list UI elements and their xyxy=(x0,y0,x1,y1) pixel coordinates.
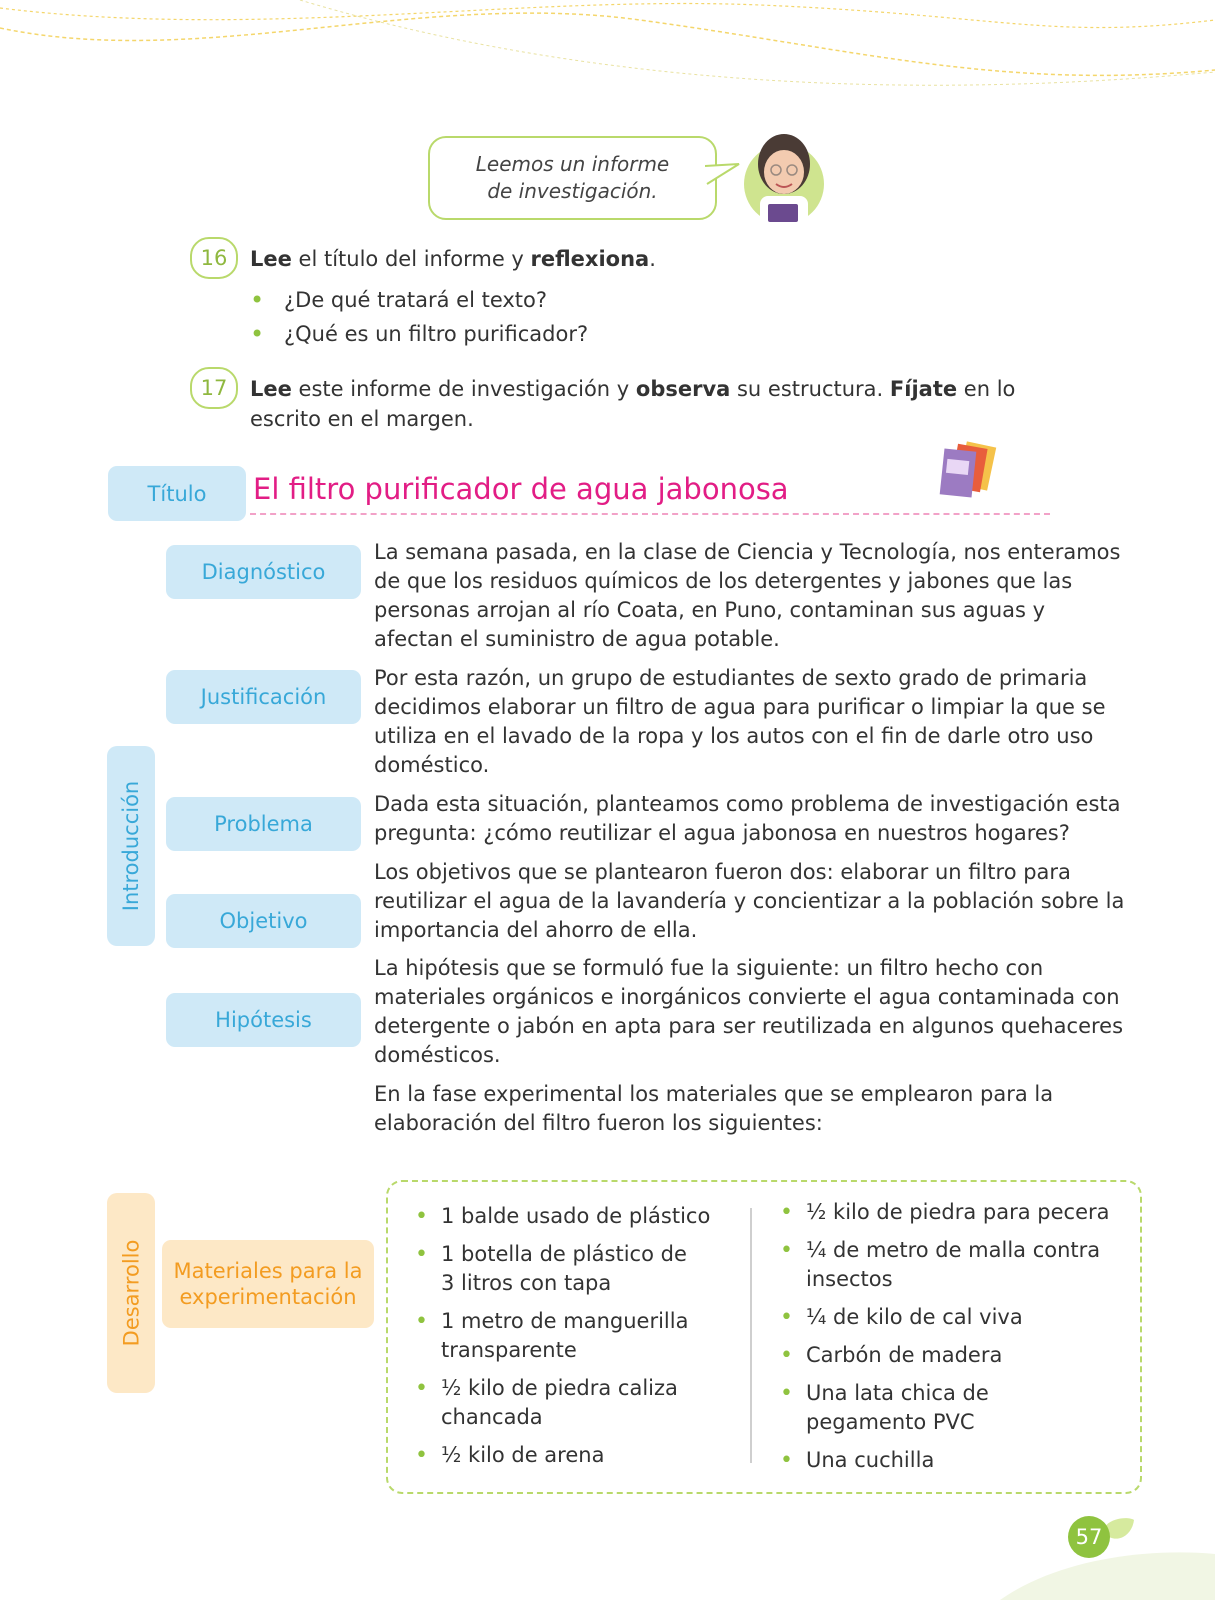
label-diagnostico: Diagnóstico xyxy=(166,545,361,599)
page-number: 57 xyxy=(1068,1516,1110,1558)
materials-divider xyxy=(750,1208,752,1463)
books-icon xyxy=(928,440,1008,502)
list-item: • Una cuchilla xyxy=(780,1448,935,1473)
list-item: • 1 metro de manguerilla transparente xyxy=(415,1309,689,1362)
report-title: El filtro purificador de agua jabonosa xyxy=(253,472,789,506)
paragraph-justificacion: Por esta razón, un grupo de estudiantes de sexto grado de primaria decidimos elaborar un filtro de agua para purificar o limpiar la que se utiliza en el lavado de la ropa y los autos con el fin de darle otro uso doméstico. xyxy=(374,666,1106,777)
label-desarrollo: Desarrollo xyxy=(107,1193,155,1393)
paragraph-diagnostico: La semana pasada, en la clase de Ciencia y Tecnología, nos enteramos de que los residuos químicos de los detergentes y jabones que las personas arrojan al río Coata, en Puno, contaminan sus aguas y afectan el suministro de agua potable. xyxy=(374,540,1121,651)
activity-16-instruction: Lee el título del informe y reflexiona. xyxy=(250,247,656,271)
list-item: • 1 botella de plástico de 3 litros con tapa xyxy=(415,1242,687,1295)
decorative-waves xyxy=(0,0,1215,110)
list-item: • ½ kilo de piedra para pecera xyxy=(780,1200,1110,1225)
materials-list-left xyxy=(415,1202,735,1479)
label-titulo: Título xyxy=(108,466,246,521)
bubble-tail xyxy=(705,160,741,190)
list-item: • Una lata chica de pegamento PVC xyxy=(780,1381,989,1434)
speech-bubble xyxy=(428,136,717,220)
activity-17-instruction: Lee este informe de investigación y observa su estructura. Fíjate en lo escrito en el margen. xyxy=(250,377,1016,431)
materials-list-right xyxy=(780,1198,1130,1484)
paragraph-fase-experimental: En la fase experimental los materiales que se emplearon para la elaboración del filtro fueron los siguientes: xyxy=(374,1082,1054,1135)
label-materiales: Materiales para la experimentación xyxy=(162,1240,374,1328)
label-hipotesis: Hipótesis xyxy=(166,993,361,1047)
paragraph-problema: Dada esta situación, planteamos como problema de investigación esta pregunta: ¿cómo reutilizar el agua jabonosa en nuestros hogares? xyxy=(374,792,1121,845)
paragraph-hipotesis: La hipótesis que se formuló fue la siguiente: un filtro hecho con materiales orgánicos e inorgánicos convierte el agua contaminada con detergente o jabón en apta para ser reutilizada en algunos quehaceres domésticos. xyxy=(374,956,1124,1067)
list-item: • ½ kilo de piedra caliza chancada xyxy=(415,1376,678,1429)
student-girl-illustration xyxy=(738,120,828,230)
activity-number-17: 17 xyxy=(190,367,238,409)
title-underline xyxy=(250,513,1050,515)
corner-decoration xyxy=(1000,1548,1215,1600)
label-introduccion: Introducción xyxy=(107,746,155,946)
list-item: • ½ kilo de arena xyxy=(415,1443,605,1468)
list-item: • Carbón de madera xyxy=(780,1343,1003,1368)
activity-16-bullet: • ¿De qué tratará el texto? xyxy=(250,286,548,314)
list-item: • 1 balde usado de plástico xyxy=(415,1204,711,1229)
label-objetivo: Objetivo xyxy=(166,894,361,948)
paragraph-objetivo: Los objetivos que se plantearon fueron dos: elaborar un filtro para reutilizar el agua de la lavandería y concientizar a la población sobre la importancia del ahorro de ella. xyxy=(374,860,1125,942)
bubble-line-2: de investigación. xyxy=(487,179,658,203)
list-item: • ¼ de kilo de cal viva xyxy=(780,1305,1023,1330)
list-item: • ¼ de metro de malla contra insectos xyxy=(780,1238,1101,1291)
label-problema: Problema xyxy=(166,797,361,851)
activity-16-bullet: • ¿Qué es un filtro purificador? xyxy=(250,320,589,348)
activity-number-16: 16 xyxy=(190,237,238,279)
label-justificacion: Justificación xyxy=(166,670,361,724)
bubble-line-1: Leemos un informe xyxy=(475,152,670,176)
